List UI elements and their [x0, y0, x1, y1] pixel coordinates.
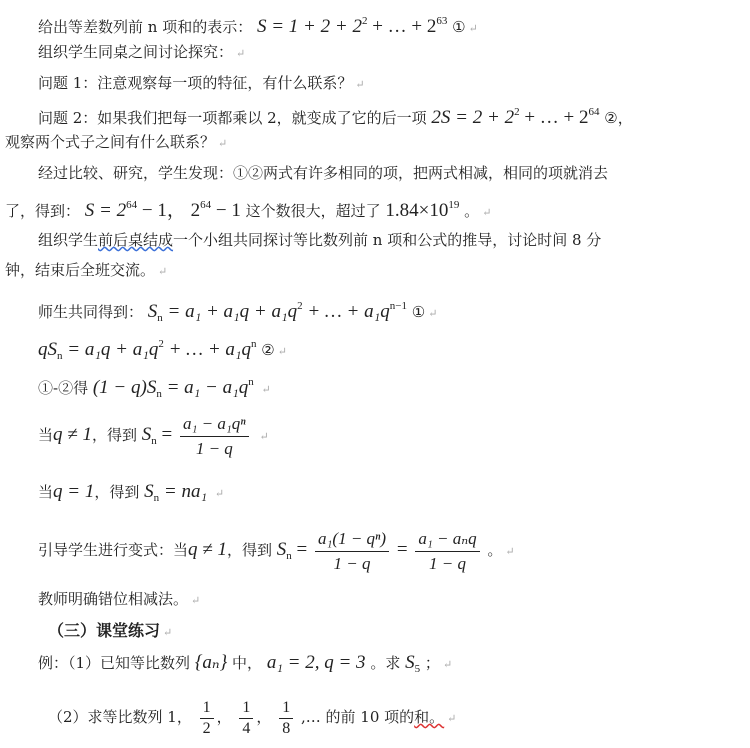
text: 这个数很大，超过了 [245, 202, 381, 220]
formula-subtract: $(1 - q)S_n = a_1 - a_1q^n$ [92, 376, 254, 400]
fraction-eighth: $\frac{1}{8}$ [279, 698, 293, 739]
paragraph-mark: ↵ [236, 47, 246, 60]
line-comparison [38, 162, 608, 184]
text: 。 [464, 202, 480, 220]
formula-sn-lhs: $S_n$ = [141, 424, 173, 447]
number-large: $1.84\times 10^{19}$ [385, 199, 460, 221]
paragraph-mark: ↵ [218, 137, 228, 150]
text: 一个小组共同探讨等比数列前 n 项和公式的推导，讨论时间 8 分 [173, 231, 602, 249]
line-q-equals-1 [38, 481, 224, 509]
text: 例：（1）已知等比数列 [38, 654, 191, 672]
paragraph-mark: ↵ [214, 487, 225, 500]
line-example-2: （2）求等比数列 1， $\frac{1}{2}$ ， $\frac{1}{4}$ ， $\frac{1}{8}$ ,… 的前 10 项的和。 ↵ [48, 698, 457, 737]
line-subtraction [38, 371, 271, 405]
condition: q = 1 [53, 481, 95, 502]
sequence-an: {aₙ} [194, 652, 228, 673]
text: 观察两个式子之间有什么联系？ [5, 133, 216, 151]
condition: q ≠ 1 [188, 539, 227, 560]
formula-sn: $S_n = a_1 + a_1q + a_1q^2$ + … + $a_1q^{n-1}$ [147, 300, 407, 324]
circle-mark: ① [452, 18, 466, 36]
fraction-quarter: $\frac{1}{4}$ [239, 698, 253, 739]
line-group-work [38, 229, 601, 251]
line-question-2 [38, 101, 633, 129]
paragraph-mark: ↵ [163, 626, 173, 639]
formula-s5: $S_5$ [405, 652, 421, 675]
text: 当 [38, 426, 54, 444]
text: ； [424, 654, 440, 672]
text-wavy: 前后桌结成 [98, 231, 174, 249]
text: 组织学生 [38, 231, 99, 249]
line-group-work-end [5, 259, 167, 283]
heading-text: （三）课堂练习 [48, 621, 161, 640]
formula-sn-na1: $S_n = na_1$ [144, 481, 208, 504]
text: （2）求等比数列 1， [48, 708, 192, 726]
section-heading [48, 620, 172, 644]
text-wavy: 和。 [414, 708, 445, 726]
text: ，得到 [91, 426, 137, 444]
paragraph-mark: ↵ [261, 383, 271, 396]
fraction-sn: $\frac{\text{a₁ − a₁qⁿ}}{1 - q}$ [180, 412, 249, 461]
text: 当 [38, 483, 54, 501]
circle-mark: ② [261, 341, 275, 359]
text: 师生共同得到： [38, 303, 144, 321]
line-qsn-expansion [38, 333, 287, 367]
fraction-variant-2: $\frac{\text{a₁ − aₙq}}{1 - q}$ [415, 527, 479, 576]
given-values: a₁ = 2, q = 3 [266, 652, 366, 673]
paragraph-mark: ↵ [482, 206, 492, 219]
text: 了，得到： [5, 202, 81, 220]
text: ,… 的前 10 项的 [300, 708, 415, 726]
line-observe [5, 131, 227, 155]
text: 中， [232, 654, 263, 672]
circle-mark: ① [411, 303, 426, 321]
line-discussion [38, 41, 245, 65]
paragraph-mark: ↵ [468, 22, 478, 35]
line-question-1 [38, 72, 365, 96]
line-variant [38, 522, 515, 584]
paragraph-mark: ↵ [191, 594, 201, 607]
text: 引导学生进行变式：当 [38, 541, 189, 559]
paragraph-mark: ↵ [442, 658, 453, 671]
paragraph-mark: ↵ [428, 307, 438, 320]
formula-qsn: $qS_n = a_1q + a_1q^2$ + … + $a_1q^n$ [38, 338, 257, 362]
line-teacher-method [38, 588, 200, 612]
paragraph-mark: ↵ [447, 712, 457, 725]
text: 给出等差数列前 n 项和的表示： [38, 18, 253, 36]
text: ①-②得 [38, 379, 89, 397]
formula-s: $S = 1 + 2 + 2^2$ + … + $2^{63}$ [256, 15, 448, 37]
circle-mark: ②， [604, 109, 633, 127]
formula-sn-lhs: $S_n$ = [276, 539, 308, 562]
line-result [5, 194, 491, 224]
fraction-variant-1: $\frac{\text{a₁(1 − qⁿ)}}{1 - q}$ [315, 527, 389, 576]
equals: = [396, 539, 408, 560]
formula-s-result: $S = 2^{64} - 1$， [84, 199, 186, 221]
text: 钟，结束后全班交流。 [5, 261, 156, 279]
text: 。求 [370, 654, 401, 672]
fraction-half: $\frac{1}{2}$ [200, 698, 214, 739]
text: ，得到 [226, 541, 272, 559]
line-sum-definition [38, 10, 478, 40]
paragraph-mark: ↵ [259, 430, 269, 443]
paragraph-mark: ↵ [505, 545, 515, 558]
text: 教师明确错位相减法。 [38, 590, 189, 608]
text: 。 [487, 541, 503, 559]
paragraph-mark: ↵ [158, 265, 168, 278]
text: 问题 1：注意观察每一项的特征，有什么联系？ [38, 74, 353, 92]
line-sn-expansion [38, 295, 437, 329]
condition: q ≠ 1 [53, 424, 92, 445]
formula-2s: $2S = 2 + 2^2$ + … + $2^{64}$ [431, 106, 600, 128]
text: 组织学生同桌之间讨论探究： [38, 43, 234, 61]
text: 问题 2：如果我们把每一项都乘以 2，就变成了它的后一项 [38, 109, 427, 127]
paragraph-mark: ↵ [277, 345, 287, 358]
paragraph-mark: ↵ [355, 78, 365, 91]
line-example-1 [38, 652, 452, 680]
line-q-not-1 [38, 410, 269, 466]
text: 经过比较、研究，学生发现：①②两式有许多相同的项，把两式相减，相同的项就消去 [38, 164, 609, 182]
formula-2-64: $2^{64} - 1$ [190, 199, 241, 221]
text: ，得到 [94, 483, 140, 501]
